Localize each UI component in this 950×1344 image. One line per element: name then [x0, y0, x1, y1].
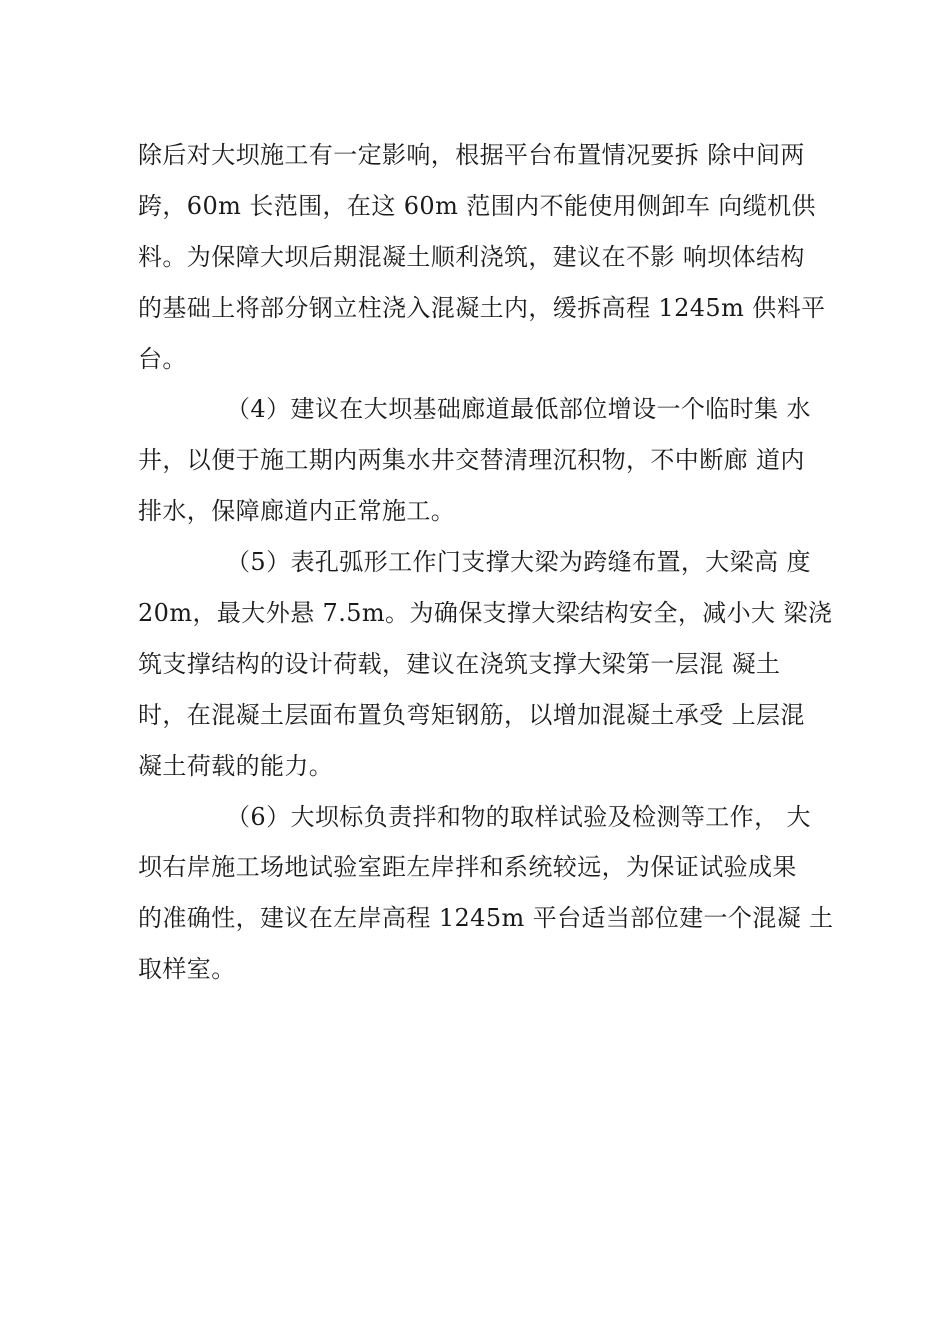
text-line: 跨，60m 长范围，在这 60m 范围内不能使用侧卸车 向缆机供: [138, 191, 816, 220]
text-line: 坝右岸施工场地试验室距左岸拌和系统较远，为保证试验成果: [138, 853, 797, 882]
text-line: 台。: [138, 344, 187, 373]
paragraph-start-line: （5）表孔弧形工作门支撑大梁为跨缝布置，大梁高 度: [226, 548, 811, 577]
paragraph-start-line: （6）大坝标负责拌和物的取样试验及检测等工作， 大: [226, 802, 811, 831]
text-line: 取样室。: [138, 955, 236, 984]
text-line: 凝土荷载的能力。: [138, 751, 334, 780]
text-line: 20m，最大外悬 7.5m。为确保支撑大梁结构安全，减小大 梁浇: [138, 599, 833, 628]
text-line: 料。为保障大坝后期混凝土顺利浇筑，建议在不影 响坝体结构: [138, 242, 805, 271]
text-line: 筑支撑结构的设计荷载，建议在浇筑支撑大梁第一层混 凝土: [138, 649, 781, 678]
text-line: 排水，保障廊道内正常施工。: [138, 497, 456, 526]
text-line: 井，以便于施工期内两集水井交替清理沉积物，不中断廊 道内: [138, 446, 805, 475]
document-body: [138, 130, 834, 995]
text-line: 时，在混凝土层面布置负弯矩钢筋，以增加混凝土承受 上层混: [138, 700, 805, 729]
text-line: 的基础上将部分钢立柱浇入混凝土内，缓拆高程 1245m 供料平: [138, 293, 826, 322]
paragraph-start-line: （4）建议在大坝基础廊道最低部位增设一个临时集 水: [226, 395, 811, 424]
text-line: 的准确性，建议在左岸高程 1245m 平台适当部位建一个混凝 土: [138, 904, 834, 933]
text-line: 除后对大坝施工有一定影响，根据平台布置情况要拆 除中间两: [138, 141, 805, 169]
